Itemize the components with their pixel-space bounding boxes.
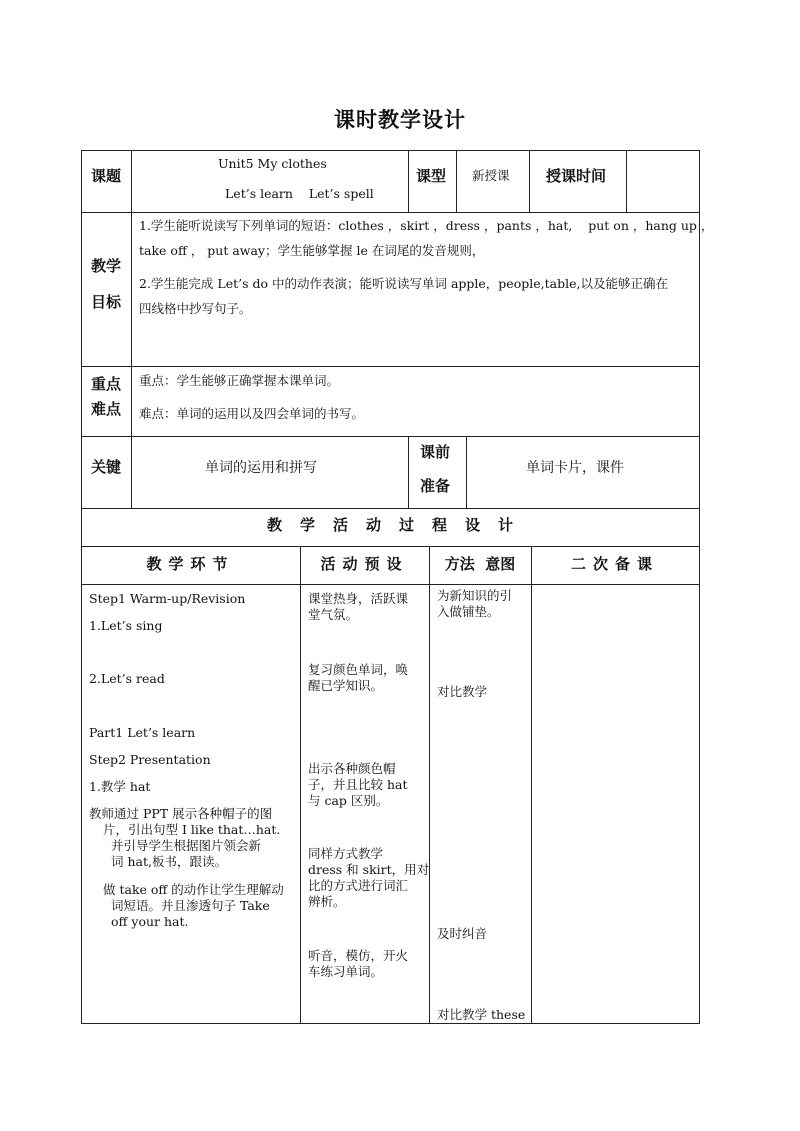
- step-paragraph-line: off your hat.: [111, 914, 189, 929]
- method-line: 对比教学: [437, 684, 488, 699]
- prep-value: 单词卡片，课件: [526, 460, 624, 476]
- step-line: 1.Let’s sing: [89, 618, 163, 633]
- activity-line: 醒已学知识。: [308, 678, 384, 693]
- page-title: 课时教学设计: [334, 107, 466, 132]
- method-line: 入做铺垫。: [437, 604, 500, 619]
- focus-label-2: 难点: [91, 400, 122, 418]
- focus-label-1: 重点: [91, 375, 122, 393]
- step-paragraph-line: 教师通过 PPT 展示各种帽子的图: [89, 806, 273, 821]
- activity-line: 车练习单词。: [308, 964, 384, 979]
- process-heading: 教学活动过程设计: [266, 516, 531, 534]
- step-paragraph-line: 词短语。并且渗透句子 Take: [111, 898, 270, 913]
- step-paragraph-line: 片，引出句型 I like that…hat.: [103, 822, 281, 837]
- time-label: 授课时间: [546, 167, 607, 185]
- type-label: 课型: [416, 167, 447, 185]
- type-value: 新授课: [472, 168, 510, 183]
- step-paragraph-line: 做 take off 的动作让学生理解动: [103, 882, 284, 897]
- difficulty: 难点：单词的运用以及四会单词的书写。: [139, 406, 365, 421]
- column-header: 教学环节: [146, 555, 235, 573]
- method-line: 及时纠音: [437, 926, 488, 941]
- topic-lesson: Let’s learn Let’s spell: [225, 186, 374, 201]
- activity-line: 复习颜色单词，唤: [308, 662, 409, 677]
- activity-line: 堂气氛。: [308, 607, 359, 622]
- topic-unit: Unit5 My clothes: [218, 156, 327, 171]
- step-line: Step2 Presentation: [89, 752, 211, 767]
- activity-line: 听音，模仿，开火: [308, 948, 409, 963]
- activity-line: 比的方式进行词汇: [308, 878, 409, 893]
- method-line: 为新知识的引: [437, 588, 513, 603]
- objectives-label-1: 教学: [91, 257, 122, 275]
- topic-label: 课题: [91, 167, 122, 185]
- step-line: Step1 Warm-up/Revision: [89, 591, 246, 606]
- activity-line: 课堂热身，活跃课: [308, 591, 409, 606]
- step-paragraph-line: 词 hat,板书，跟读。: [111, 854, 227, 869]
- activity-line: 辨析。: [308, 894, 346, 909]
- objectives-label-2: 目标: [91, 293, 122, 311]
- activity-line: 子，并且比较 hat: [308, 777, 408, 792]
- step-line: 2.Let’s read: [89, 671, 165, 686]
- key-point: 重点：学生能够正确掌握本课单词。: [139, 373, 340, 388]
- activity-line: 出示各种颜色帽: [308, 761, 396, 776]
- column-header: 方法 意图: [444, 555, 516, 573]
- key-value: 单词的运用和拼写: [205, 460, 317, 476]
- objective-line: 2.学生能完成 Let’s do 中的动作表演；能听说读写单词 apple，people,table,以及能够正确在: [139, 276, 668, 291]
- step-line: Part1 Let’s learn: [89, 725, 196, 740]
- activity-line: 同样方式教学: [308, 846, 384, 861]
- column-header: 二次备课: [570, 555, 659, 573]
- step-paragraph-line: 并引导学生根据图片领会新: [111, 838, 262, 853]
- prep-label-1: 课前: [420, 443, 451, 461]
- activity-line: dress 和 skirt，用对: [308, 862, 430, 877]
- prep-label-2: 准备: [420, 477, 451, 495]
- key-label: 关键: [91, 458, 122, 476]
- method-line: 对比教学 these: [437, 1007, 526, 1022]
- column-header: 活动预设: [320, 555, 409, 573]
- objective-line: 四线格中抄写句子。: [139, 301, 252, 316]
- step-line: 1.教学 hat: [89, 779, 151, 794]
- objective-line: 1.学生能听说读写下列单词的短语：clothes ，skirt ，dress ，pants ，hat, put on ，hang up ，: [139, 218, 714, 233]
- activity-line: 与 cap 区别。: [308, 793, 389, 808]
- objective-line: take off ， put away；学生能够掌握 le 在词尾的发音规则，: [139, 243, 485, 258]
